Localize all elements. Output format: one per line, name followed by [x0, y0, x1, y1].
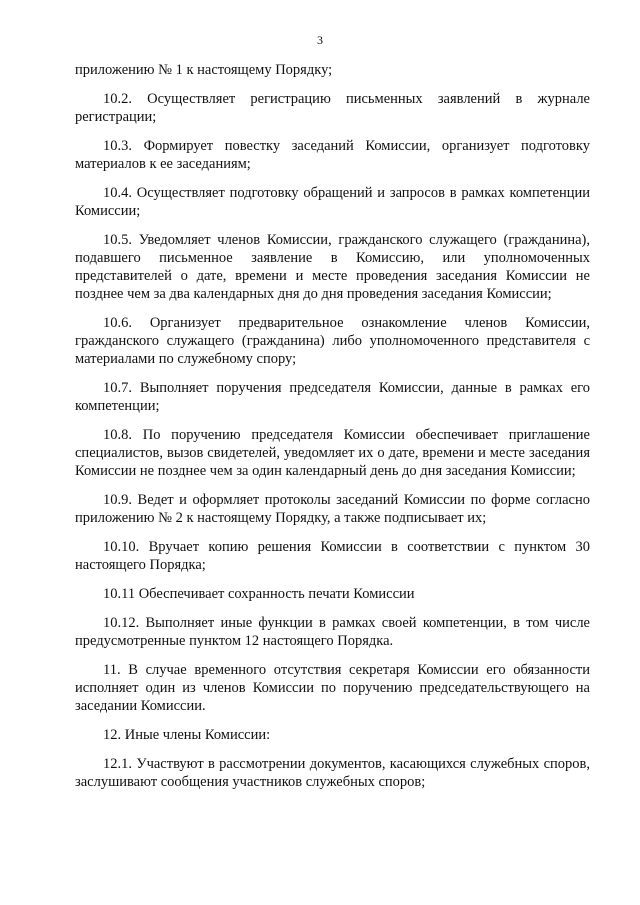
paragraph-continuation: приложению № 1 к настоящему Порядку; [75, 62, 333, 78]
paragraph-10-5: 10.5. Уведомляет членов Комиссии, гражданского служащего (гражданина), подавшего письменное заявление в Комиссию, или уполномоченных представителей о дате, времени и месте проведения заседания Комиссии не позднее чем за два календарных дня до дня проведения заседания Комиссии; [75, 232, 590, 302]
paragraph-10-9: 10.9. Ведет и оформляет протоколы заседаний Комиссии по форме согласно приложению № 2 к настоящему Порядку, а также подписывает их; [75, 492, 590, 526]
paragraph-10-8: 10.8. По поручению председателя Комиссии обеспечивает приглашение специалистов, вызов свидетелей, уведомляет их о дате, времени и месте заседания Комиссии не позднее чем за один календарный день до дня заседания Комиссии; [75, 427, 590, 479]
paragraph-10-10: 10.10. Вручает копию решения Комиссии в соответствии с пунктом 30 настоящего Порядка; [75, 539, 590, 573]
paragraph-12-1: 12.1. Участвуют в рассмотрении документов, касающихся служебных споров, заслушивают сообщения участников служебных споров; [75, 756, 590, 790]
paragraph-10-3: 10.3. Формирует повестку заседаний Комиссии, организует подготовку материалов к ее заседаниям; [75, 138, 590, 172]
paragraph-10-6: 10.6. Организует предварительное ознакомление членов Комиссии, гражданского служащего (гражданина) либо уполномоченного представителя с материалами по служебному спору; [75, 315, 590, 367]
paragraph-10-2: 10.2. Осуществляет регистрацию письменных заявлений в журнале регистрации; [75, 91, 590, 125]
paragraph-10-11: 10.11 Обеспечивает сохранность печати Комиссии [103, 586, 415, 602]
paragraph-10-12: 10.12. Выполняет иные функции в рамках своей компетенции, в том числе предусмотренные пунктом 12 настоящего Порядка. [75, 615, 590, 649]
paragraph-11: 11. В случае временного отсутствия секретаря Комиссии его обязанности исполняет один из членов Комиссии по поручению председательствующего на заседании Комиссии. [75, 662, 590, 714]
page-number: 3 [317, 33, 323, 47]
paragraph-10-7: 10.7. Выполняет поручения председателя Комиссии, данные в рамках его компетенции; [75, 380, 590, 414]
document-body [75, 61, 590, 802]
paragraph-10-4: 10.4. Осуществляет подготовку обращений и запросов в рамках компетенции Комиссии; [75, 185, 590, 219]
paragraph-12: 12. Иные члены Комиссии: [103, 727, 271, 743]
